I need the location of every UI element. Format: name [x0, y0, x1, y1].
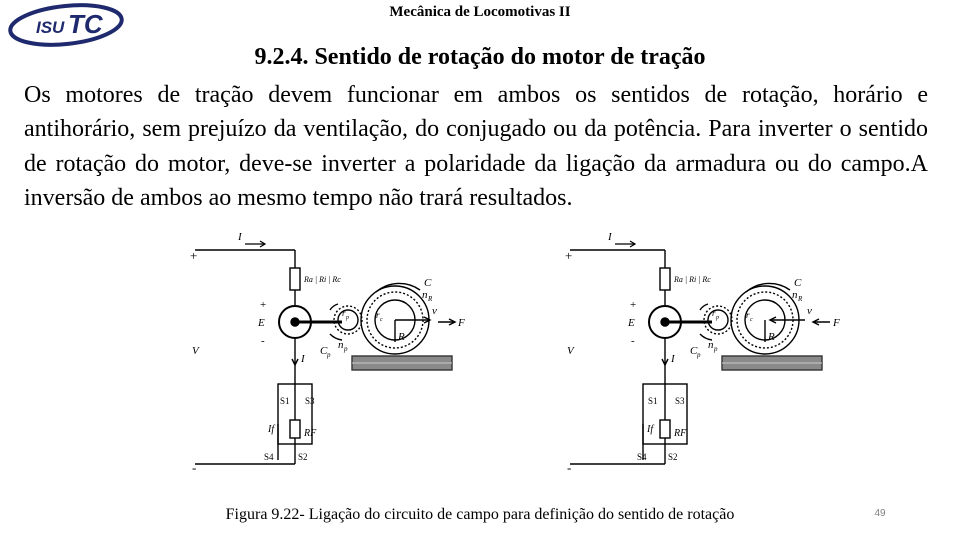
- switch-s3-label: S3: [675, 396, 685, 406]
- switch-s2-label: S2: [298, 452, 308, 462]
- velocity-label: v: [807, 305, 812, 317]
- field-resistance-label: RF: [304, 428, 317, 439]
- figure-caption: Figura 9.22- Ligação do circuito de campo para definição do sentido de rotação: [225, 506, 735, 523]
- switch-s4-label: S4: [637, 452, 647, 462]
- force-label: F: [458, 317, 465, 329]
- pinion-speed-label: n: [338, 339, 344, 351]
- pinion-radius-sub: p: [716, 315, 719, 321]
- crown-radius-label: r: [746, 310, 750, 320]
- current-label: I: [238, 231, 242, 243]
- force-label: F: [833, 317, 840, 329]
- pinion-radius-label: r: [342, 308, 346, 318]
- field-resistance-label: RF: [674, 428, 687, 439]
- pinion-torque-label: C: [690, 345, 698, 357]
- wheel-radius-label: R: [398, 331, 405, 343]
- crown-radius-label: r: [376, 310, 380, 320]
- current-label: I: [608, 231, 612, 243]
- switch-s4-label: S4: [264, 452, 274, 462]
- pinion-radius-sub: p: [346, 315, 349, 321]
- logo-tc-text: TC: [68, 9, 103, 39]
- switch-s2-label: S2: [668, 452, 678, 462]
- voltage-label: V: [192, 345, 199, 357]
- pinion-torque-sub: p: [327, 351, 331, 359]
- pinion-radius-label: r: [712, 308, 716, 318]
- emf-minus-label: -: [261, 335, 265, 347]
- emf-label: E: [628, 317, 635, 329]
- armature-current-label: I: [671, 353, 675, 365]
- crown-radius-sub: c: [750, 317, 753, 323]
- switch-s1-label: S1: [648, 396, 658, 406]
- pinion-torque-sub: p: [697, 351, 701, 359]
- armature-current-label: I: [301, 353, 305, 365]
- switch-s1-label: S1: [280, 396, 290, 406]
- course-title: Mecânica de Locomotivas II: [389, 4, 571, 20]
- resistance-label: Ra | Ri | Rc: [304, 275, 341, 284]
- emf-plus-label: +: [630, 299, 637, 311]
- minus-terminal-label: -: [567, 460, 572, 474]
- field-current-label: If: [268, 424, 275, 435]
- minus-terminal-label: -: [192, 460, 197, 474]
- voltage-label: V: [567, 345, 574, 357]
- plus-terminal-label: +: [565, 248, 573, 263]
- pinion-speed-sub: p: [344, 345, 348, 353]
- pinion-speed-sub: p: [714, 345, 718, 353]
- pinion-torque-label: C: [320, 345, 328, 357]
- logo-isu-text: ISU: [36, 18, 65, 37]
- wheel-speed-sub: R: [428, 295, 433, 303]
- emf-minus-label: -: [631, 335, 635, 347]
- circuit-diagram-left: [180, 224, 470, 474]
- wheel-speed-label: n: [792, 289, 798, 301]
- pinion-speed-label: n: [708, 339, 714, 351]
- wheel-radius-label: R: [768, 331, 775, 343]
- emf-plus-label: +: [260, 299, 267, 311]
- switch-s3-label: S3: [305, 396, 315, 406]
- page-number: 49: [874, 508, 886, 519]
- emf-label: E: [258, 317, 265, 329]
- wheel-speed-label: n: [422, 289, 428, 301]
- resistance-label: Ra | Ri | Rc: [674, 275, 711, 284]
- wheel-torque-label: C: [794, 277, 802, 289]
- field-current-label: If: [647, 424, 654, 435]
- plus-terminal-label: +: [190, 248, 198, 263]
- circuit-diagram-right: [555, 224, 845, 474]
- wheel-speed-sub: R: [798, 295, 803, 303]
- crown-radius-sub: c: [380, 317, 383, 323]
- velocity-label: v: [432, 305, 437, 317]
- body-paragraph: Os motores de tração devem funcionar em ambos os sentidos de rotação, horário e antihorário, sem prejuízo da ventilação, do conjugado ou da potência. Para inverter o sentido de rotação do motor, deve-se inverter a polaridade da ligação da armadura ou do campo.A inversão de ambos ao mesmo tempo não trará resultados.: [24, 82, 928, 212]
- wheel-torque-label: C: [424, 277, 432, 289]
- section-title: 9.2.4. Sentido de rotação do motor de tração: [254, 44, 706, 70]
